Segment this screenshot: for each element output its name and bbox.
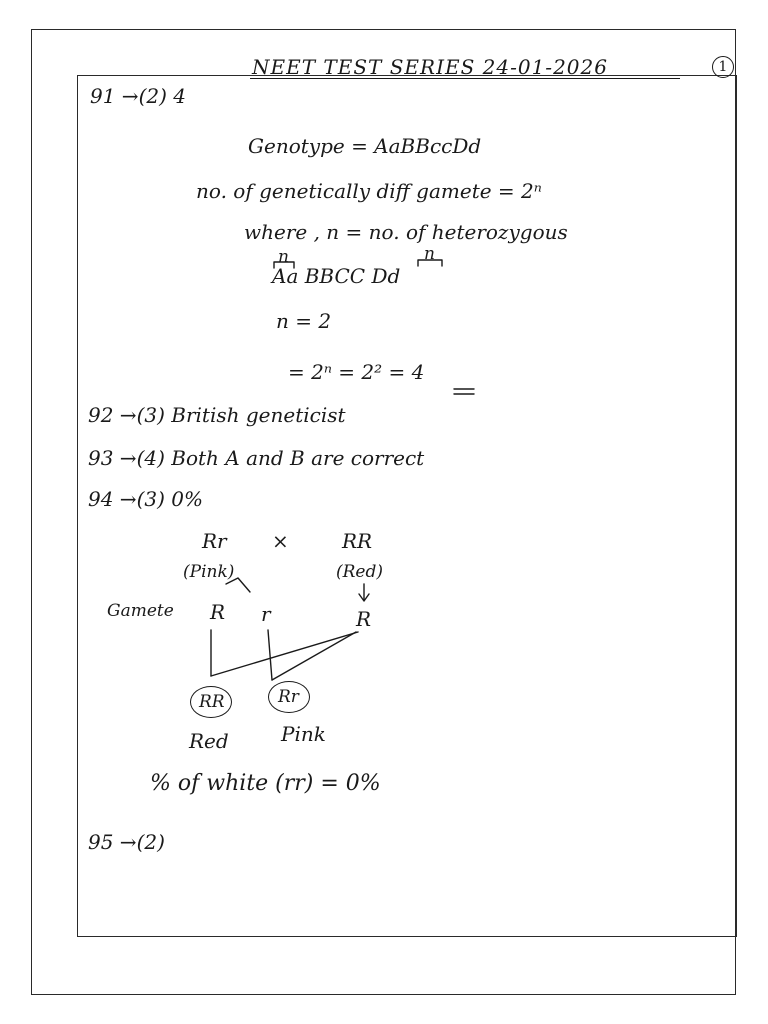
page-title: NEET TEST SERIES 24-01-2026 xyxy=(252,55,608,79)
q91-where: where , n = no. of heterozygous xyxy=(244,220,568,244)
page-number-badge: 1 xyxy=(712,56,734,78)
parent2-phenotype: (Red) xyxy=(336,562,384,582)
parent2-genotype: RR xyxy=(342,529,373,553)
title-underline xyxy=(250,78,680,79)
q94-conclusion: % of white (rr) = 0% xyxy=(150,771,381,796)
gamete-1: R xyxy=(210,600,226,624)
gamete-label: Gamete xyxy=(107,601,174,621)
q95-answer: 95 →(2) xyxy=(88,830,165,854)
q93-answer: 93 →(4) Both A and B are correct xyxy=(88,446,425,470)
q91-genotype: Genotype = AaBBccDd xyxy=(248,134,482,158)
q91-answer: 91 →(2) 4 xyxy=(90,84,186,108)
q91-result: = 2ⁿ = 2² = 4 xyxy=(288,360,425,384)
q91-formula: no. of genetically diff gamete = 2ⁿ xyxy=(196,179,542,203)
offspring-1-phenotype: Red xyxy=(189,729,229,753)
q92-answer: 92 →(3) British geneticist xyxy=(88,403,346,427)
gamete-3: R xyxy=(356,607,372,631)
q91-marked-genotype: Aa BBCC Dd xyxy=(272,264,401,288)
cross-symbol: × xyxy=(272,529,289,553)
q94-answer: 94 →(3) 0% xyxy=(88,487,203,511)
offspring-2-phenotype: Pink xyxy=(281,722,326,746)
parent1-genotype: Rr xyxy=(202,529,227,553)
parent1-phenotype: (Pink) xyxy=(183,562,235,582)
offspring-1-genotype: RR xyxy=(199,692,225,712)
q91-n-mark-1: n xyxy=(278,247,289,267)
q91-n-value: n = 2 xyxy=(276,309,332,333)
gamete-2: r xyxy=(261,602,271,626)
q91-n-mark-2: n xyxy=(424,244,435,264)
offspring-2-genotype: Rr xyxy=(278,687,299,707)
